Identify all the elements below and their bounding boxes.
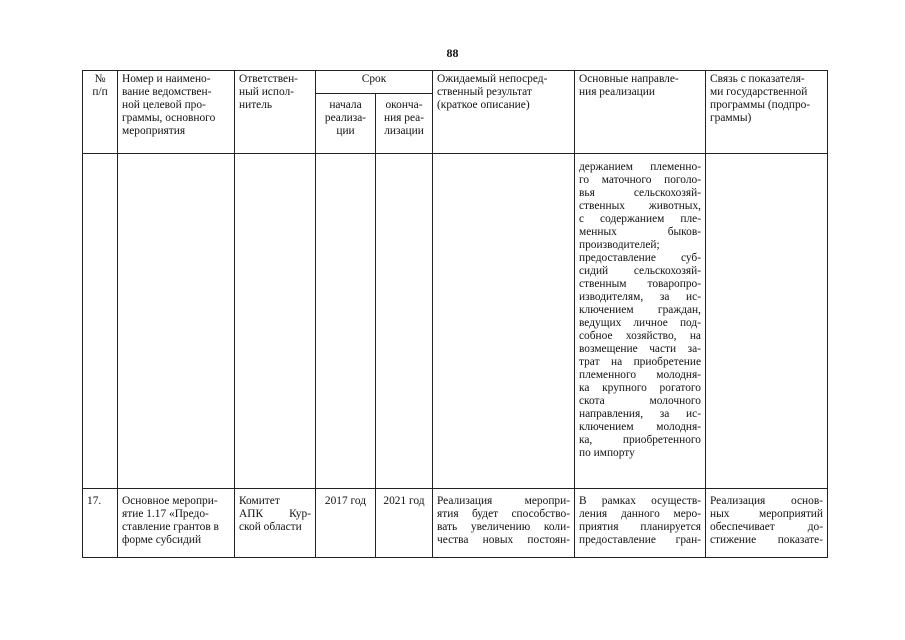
- cont-line: с содержанием пле-: [579, 213, 701, 225]
- cont-line: ключением граждан,: [579, 304, 701, 316]
- cont-line: ка, приобретенного: [579, 434, 701, 446]
- row17-name: [118, 489, 235, 558]
- header-start-line: реализа-: [324, 112, 367, 124]
- page-number: 88: [446, 46, 459, 60]
- header-num: [83, 71, 118, 154]
- row17-expected-line: чества новых постоян-: [437, 534, 570, 546]
- row17-start: 2017 год: [316, 489, 376, 558]
- cont-line: ственных животных,: [579, 200, 701, 212]
- cont-name-cell: [118, 154, 235, 489]
- cont-start-cell: [316, 154, 376, 489]
- header-link-line: граммы): [710, 112, 752, 124]
- header-expected-line: (краткое описание): [437, 99, 530, 111]
- row17-expected: [433, 489, 575, 558]
- header-num-line: п/п: [92, 86, 108, 98]
- header-start-line: начала: [329, 99, 362, 111]
- row17-expected-line: вать увеличению коли-: [437, 521, 570, 533]
- header-expected-line: Ожидаемый непосред-: [437, 73, 548, 85]
- row17-name-line: ставление грантов в: [122, 521, 219, 533]
- table-row: [83, 154, 828, 489]
- row17-expected-line: ятия будет способство-: [437, 508, 570, 520]
- header-program-name: [118, 71, 235, 154]
- header-name-line: Номер и наимено-: [122, 73, 211, 85]
- cont-line: менных быков-: [579, 226, 701, 238]
- cont-line: возмещение части за-: [579, 343, 701, 355]
- header-start-line: ции: [336, 125, 355, 137]
- header-row: [83, 71, 828, 94]
- cont-line: изводителям, за ис-: [579, 291, 701, 303]
- row17-expected-line: Реализация меропри-: [437, 495, 570, 507]
- row17-responsible-line: Комитет: [239, 495, 280, 507]
- cont-line: ключением молодня-: [579, 421, 701, 433]
- cont-line: го маточного поголо-: [579, 174, 701, 186]
- header-link-indicators: [706, 71, 828, 154]
- cont-line: вья сельскохозяй-: [579, 187, 701, 199]
- cont-line: предоставление суб-: [579, 252, 701, 264]
- cont-end-cell: [376, 154, 433, 489]
- header-end: [376, 94, 433, 154]
- header-directions-line: Основные направле-: [579, 73, 679, 85]
- header-expected-line: ственный результат: [437, 86, 532, 98]
- header-name-line: вание ведомствен-: [122, 86, 212, 98]
- row17-name-line: ятие 1.17 «Предо-: [122, 508, 209, 520]
- cont-line: направления, за ис-: [579, 408, 701, 420]
- header-link-line: Связь с показателя-: [710, 73, 805, 85]
- row17-link-line: ных мероприятий: [710, 508, 823, 520]
- row17-num: 17.: [83, 489, 118, 558]
- row17-directions-line: предоставление гран-: [579, 534, 701, 546]
- row17-name-line: Основное меропри-: [122, 495, 218, 507]
- header-name-line: граммы, основного: [122, 112, 216, 124]
- header-link-line: программы (подпро-: [710, 99, 811, 111]
- cont-directions-cell: [575, 154, 706, 489]
- cont-line: ственным товаропро-: [579, 278, 701, 290]
- row17-directions: [575, 489, 706, 558]
- row17-end: 2021 год: [376, 489, 433, 558]
- header-responsible-line: ный испол-: [239, 86, 294, 98]
- cont-line: скота молочного: [579, 395, 701, 407]
- header-directions: [575, 71, 706, 154]
- header-start: [316, 94, 376, 154]
- row17-name-line: форме субсидий: [122, 534, 202, 546]
- header-name-line: ной целевой про-: [122, 99, 206, 111]
- row17-responsible-line: ской области: [239, 521, 302, 533]
- program-table: [82, 70, 828, 558]
- cont-line: производителей;: [579, 239, 660, 251]
- header-name-line: мероприятия: [122, 125, 186, 137]
- cont-num-cell: [83, 154, 118, 489]
- row17-link-line: обеспечивает до-: [710, 521, 823, 533]
- row17-responsible-line: АПК Кур-: [239, 508, 311, 520]
- cont-line: по импорту: [579, 447, 635, 459]
- cont-line: сидий сельскохозяй-: [579, 265, 701, 277]
- header-end-line: ния реа-: [383, 112, 425, 124]
- row17-link-line: стижение показате-: [710, 534, 823, 546]
- cont-link-cell: [706, 154, 828, 489]
- row17-responsible: [235, 489, 316, 558]
- row17-directions-line: приятия планируется: [579, 521, 701, 533]
- cont-line: трат на приобретение: [579, 356, 701, 368]
- cont-line: собное хозяйство, на: [579, 330, 701, 342]
- cont-responsible-cell: [235, 154, 316, 489]
- cont-line: ка крупного рогатого: [579, 382, 701, 394]
- row17-link-line: Реализация основ-: [710, 495, 823, 507]
- header-responsible-line: Ответствен-: [239, 73, 298, 85]
- cont-line: племенного молодня-: [579, 369, 701, 381]
- row17-directions-line: ления данного меро-: [579, 508, 701, 520]
- cont-expected-cell: [433, 154, 575, 489]
- header-link-line: ми государственной: [710, 86, 808, 98]
- header-responsible: [235, 71, 316, 154]
- header-end-line: лизации: [384, 125, 424, 137]
- table-row: [83, 489, 828, 558]
- row17-link: [706, 489, 828, 558]
- header-num-line: №: [94, 73, 106, 85]
- cont-line: держанием племенно-: [579, 161, 701, 173]
- header-directions-line: ния реализации: [579, 86, 655, 98]
- header-end-line: оконча-: [385, 99, 423, 111]
- header-expected-result: [433, 71, 575, 154]
- header-responsible-line: нитель: [239, 99, 273, 111]
- cont-line: ведущих личное под-: [579, 317, 701, 329]
- row17-directions-line: В рамках осуществ-: [579, 495, 701, 507]
- header-term: Срок: [316, 71, 433, 94]
